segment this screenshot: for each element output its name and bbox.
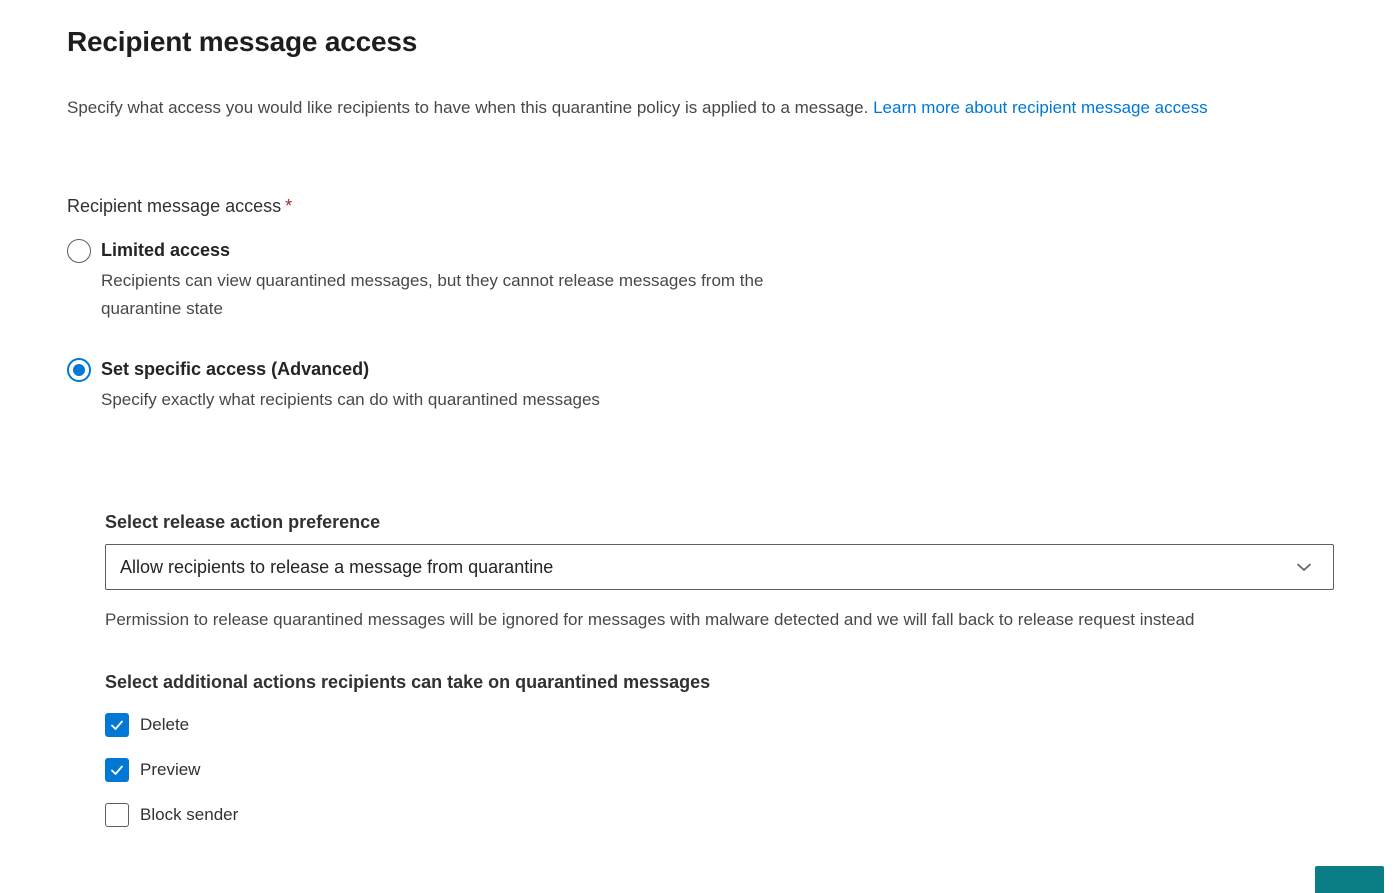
checkbox-row-block-sender[interactable] <box>105 802 1367 828</box>
radio-limited-access[interactable] <box>67 239 91 263</box>
radio-limited-access-description: Recipients can view quarantined messages, but they cannot release messages from the quarantine state <box>101 271 764 318</box>
preview-checkbox[interactable] <box>105 758 129 782</box>
radio-option-limited-access[interactable] <box>67 238 1367 323</box>
access-field-label <box>67 194 1367 218</box>
checkmark-icon <box>109 717 125 733</box>
radio-set-specific-access[interactable] <box>67 358 91 382</box>
block-sender-checkbox[interactable] <box>105 803 129 827</box>
radio-set-specific-access-body <box>101 357 600 414</box>
release-action-dropdown[interactable] <box>105 544 1334 590</box>
release-action-dropdown-value: Allow recipients to release a message from quarantine <box>120 556 554 577</box>
additional-actions-label: Select additional actions recipients can take on quarantined messages <box>105 672 711 692</box>
required-asterisk: * <box>285 196 293 216</box>
chevron-down-icon <box>1295 558 1313 576</box>
checkbox-row-preview[interactable] <box>105 757 1367 783</box>
radio-limited-access-body <box>101 238 801 323</box>
release-action-label: Select release action preference <box>105 512 381 532</box>
radio-set-specific-access-label[interactable]: Set specific access (Advanced) <box>101 359 370 379</box>
delete-checkbox[interactable] <box>105 713 129 737</box>
advanced-access-subsection <box>105 510 1367 828</box>
block-sender-checkbox-label[interactable]: Block sender <box>140 805 239 824</box>
help-button[interactable] <box>1315 866 1384 893</box>
radio-option-set-specific-access[interactable] <box>67 357 1367 414</box>
page-description <box>67 94 1277 122</box>
radio-limited-access-label[interactable]: Limited access <box>101 240 231 260</box>
radio-set-specific-access-description: Specify exactly what recipients can do with quarantined messages <box>101 390 600 409</box>
checkmark-icon <box>109 762 125 778</box>
malware-release-note: Permission to release quarantined messages will be ignored for messages with malware detected and we will fall back to release request instead <box>105 610 1195 629</box>
preview-checkbox-label[interactable]: Preview <box>140 760 201 779</box>
description-text: Specify what access you would like recipients to have when this quarantine policy is applied to a message. <box>67 98 869 117</box>
learn-more-link[interactable]: Learn more about recipient message access <box>873 98 1208 117</box>
delete-checkbox-label[interactable]: Delete <box>140 715 190 734</box>
checkbox-row-delete[interactable] <box>105 712 1367 738</box>
page-title: Recipient message access <box>67 26 418 57</box>
access-field-label-text: Recipient message access <box>67 196 282 216</box>
